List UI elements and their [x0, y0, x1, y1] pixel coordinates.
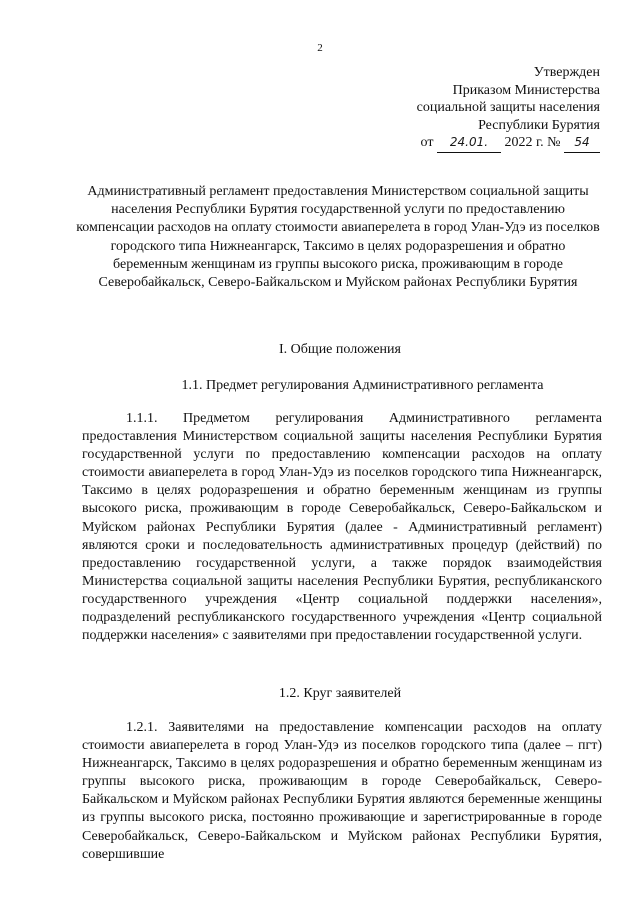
date-prefix: от	[420, 135, 434, 150]
approval-line: Республики Бурятия	[478, 117, 600, 133]
handwritten-date: 24.01.	[437, 134, 501, 153]
page-number: 2	[317, 42, 323, 54]
handwritten-number: 54	[564, 134, 600, 153]
approval-line: социальной защиты населения	[416, 100, 600, 115]
approval-block	[340, 64, 600, 153]
subsection-heading-applicants: 1.2. Круг заявителей	[278, 686, 402, 701]
paragraph-1-1-1: 1.1.1. Предметом регулирования Административного регламента предоставления Министерством социальной защиты населения Республики Бурятия государственной услуги по предоставлению компенсации расходов на оплату стоимости авиаперелета в город Улан-Удэ из поселков городского типа Нижнеангарск, Таксимо в целях родоразрешения и обратно беременным женщинам из группы высокого риска, проживающим в городе Северобайкальск, Северо-Байкальском и Муйском районах Республики Бурятия (далее - Административный регламент) являются сроки и последовательность административных процедур (действий) по предоставлению государственной услуги, а также порядок взаимодействия Министерства социальной защиты населения Республики Бурятия, республиканского государственного учреждения «Центр социальной поддержки населения», подразделений республиканского государственного учреждения «Центр социальной поддержки населения» с заявителями при предоставлении государственной услуги.	[82, 411, 602, 644]
section-heading-general: I. Общие положения	[279, 342, 401, 357]
document-title: Административный регламент предоставления Министерством социальной защиты населения Республики Бурятия государственной услуги по предоставлению компенсации расходов на оплату стоимости авиаперелета в город Улан-Удэ из поселков городского типа Нижнеангарск, Таксимо в целях родоразрешения и обратно беременным женщинам из группы высокого риска, проживающим в городе Северобайкальск, Северо-Байкальском и Муйском районах Республики Бурятия	[76, 184, 600, 291]
approval-line: Утвержден	[533, 65, 600, 80]
approval-line: Приказом Министерства	[452, 82, 600, 98]
subsection-heading-subject: 1.1. Предмет регулирования Административного регламента	[181, 378, 544, 393]
year-text: 2022 г. №	[504, 135, 561, 150]
paragraph-1-2-1: 1.2.1. Заявителями на предоставление компенсации расходов на оплату стоимости авиаперелета в город Улан-Удэ из поселков городского типа (далее – пгт) Нижнеангарск, Таксимо в целях родоразрешения и обратно беременным женщинам из группы высокого риска, проживающим в городе Северобайкальск, Северо-Байкальском и Муйском районах Республики Бурятия являются беременные женщины из группы высокого риска, постоянно проживающие и зарегистрированные в городе Северобайкальск, Северо-Байкальском и Муйском районах Республики Бурятия, совершившие	[82, 720, 602, 862]
approval-date-line	[340, 134, 600, 153]
